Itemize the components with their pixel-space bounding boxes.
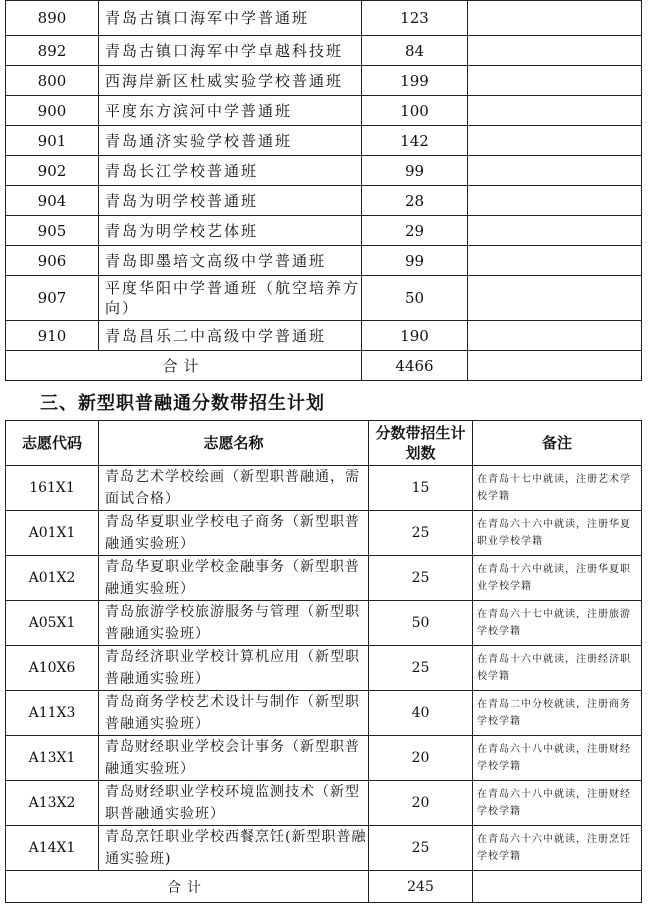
school-name: 青岛长江学校普通班 bbox=[99, 156, 362, 186]
note-cell bbox=[468, 126, 642, 156]
plan-count: 15 bbox=[369, 466, 473, 511]
school-name: 青岛昌乐二中高级中学普通班 bbox=[99, 321, 362, 351]
total-value: 4466 bbox=[362, 351, 468, 381]
total-label: 合计 bbox=[6, 871, 369, 903]
school-code: 905 bbox=[6, 216, 99, 246]
table-header-row bbox=[6, 421, 642, 466]
program-code: A11X3 bbox=[6, 691, 99, 736]
table-row bbox=[6, 276, 642, 321]
program-code: A01X2 bbox=[6, 556, 99, 601]
school-code: 890 bbox=[6, 1, 99, 36]
note-cell bbox=[473, 871, 642, 903]
note-cell bbox=[468, 36, 642, 66]
note-cell: 在青岛六十八中就读，注册财经学校学籍 bbox=[473, 781, 642, 826]
note-cell bbox=[468, 216, 642, 246]
table-row bbox=[6, 601, 642, 646]
plan-count: 20 bbox=[369, 781, 473, 826]
program-name: 青岛烹饪职业学校西餐烹饪(新型职普融通实验班) bbox=[99, 826, 369, 871]
plan-count: 142 bbox=[362, 126, 468, 156]
program-name: 青岛财经职业学校环境监测技术（新型职普融通实验班） bbox=[99, 781, 369, 826]
plan-count: 25 bbox=[369, 511, 473, 556]
note-cell: 在青岛六十八中就读，注册财经学校学籍 bbox=[473, 736, 642, 781]
school-code: 907 bbox=[6, 276, 99, 321]
table-row bbox=[6, 736, 642, 781]
school-code: 902 bbox=[6, 156, 99, 186]
note-cell bbox=[468, 66, 642, 96]
plan-count: 29 bbox=[362, 216, 468, 246]
total-row bbox=[6, 351, 642, 381]
plan-count: 199 bbox=[362, 66, 468, 96]
plan-count: 25 bbox=[369, 556, 473, 601]
program-name: 青岛商务学校艺术设计与制作（新型职普融通实验班） bbox=[99, 691, 369, 736]
school-name: 平度华阳中学普通班（航空培养方向） bbox=[99, 276, 362, 321]
plan-count: 50 bbox=[362, 276, 468, 321]
school-name: 青岛为明学校普通班 bbox=[99, 186, 362, 216]
program-code: A14X1 bbox=[6, 826, 99, 871]
table-row bbox=[6, 826, 642, 871]
table-row bbox=[6, 126, 642, 156]
table-row bbox=[6, 216, 642, 246]
total-row bbox=[6, 871, 642, 903]
table-row bbox=[6, 1, 642, 36]
header-note: 备注 bbox=[473, 421, 642, 466]
table-row bbox=[6, 691, 642, 736]
header-plan-count: 分数带招生计划数 bbox=[369, 421, 473, 466]
school-code: 904 bbox=[6, 186, 99, 216]
header-name: 志愿名称 bbox=[99, 421, 369, 466]
note-cell bbox=[468, 96, 642, 126]
program-name: 青岛华夏职业学校电子商务（新型职普融通实验班） bbox=[99, 511, 369, 556]
table-row bbox=[6, 156, 642, 186]
school-code: 910 bbox=[6, 321, 99, 351]
table-row bbox=[6, 511, 642, 556]
plan-count: 25 bbox=[369, 646, 473, 691]
note-cell bbox=[468, 1, 642, 36]
plan-count: 190 bbox=[362, 321, 468, 351]
note-cell: 在青岛十七中就读，注册艺术学校学籍 bbox=[473, 466, 642, 511]
table-row bbox=[6, 556, 642, 601]
note-cell: 在青岛六十六中就读，注册烹饪学校学籍 bbox=[473, 826, 642, 871]
note-cell: 在青岛二中分校就读，注册商务学校学籍 bbox=[473, 691, 642, 736]
plan-count: 100 bbox=[362, 96, 468, 126]
plan-count: 123 bbox=[362, 1, 468, 36]
note-cell bbox=[468, 276, 642, 321]
school-name: 青岛古镇口海军中学普通班 bbox=[99, 1, 362, 36]
program-name: 青岛华夏职业学校金融事务（新型职普融通实验班） bbox=[99, 556, 369, 601]
plan-count: 20 bbox=[369, 736, 473, 781]
school-code: 800 bbox=[6, 66, 99, 96]
table-row bbox=[6, 186, 642, 216]
total-label: 合计 bbox=[6, 351, 362, 381]
note-cell: 在青岛十六中就读，注册经济职校学籍 bbox=[473, 646, 642, 691]
program-code: A13X1 bbox=[6, 736, 99, 781]
note-cell: 在青岛六十六中就读，注册华夏职业学校学籍 bbox=[473, 511, 642, 556]
program-code: A05X1 bbox=[6, 601, 99, 646]
plan-count: 84 bbox=[362, 36, 468, 66]
program-code: A13X2 bbox=[6, 781, 99, 826]
table-row bbox=[6, 646, 642, 691]
table-row bbox=[6, 781, 642, 826]
enrollment-table-part2 bbox=[5, 0, 642, 381]
plan-count: 99 bbox=[362, 246, 468, 276]
vocational-integration-table bbox=[5, 420, 642, 903]
section-title: 三、新型职普融通分数带招生计划 bbox=[40, 393, 325, 414]
table-row bbox=[6, 66, 642, 96]
note-cell: 在青岛十六中就读，注册华夏职业学校学籍 bbox=[473, 556, 642, 601]
plan-count: 25 bbox=[369, 826, 473, 871]
school-code: 906 bbox=[6, 246, 99, 276]
total-value: 245 bbox=[369, 871, 473, 903]
program-name: 青岛财经职业学校会计事务（新型职普融通实验班） bbox=[99, 736, 369, 781]
school-code: 901 bbox=[6, 126, 99, 156]
table-row bbox=[6, 246, 642, 276]
program-name: 青岛经济职业学校计算机应用（新型职普融通实验班） bbox=[99, 646, 369, 691]
program-name: 青岛艺术学校绘画（新型职普融通，需面试合格） bbox=[99, 466, 369, 511]
note-cell bbox=[468, 246, 642, 276]
school-code: 892 bbox=[6, 36, 99, 66]
table-row bbox=[6, 36, 642, 66]
school-name: 西海岸新区杜威实验学校普通班 bbox=[99, 66, 362, 96]
note-cell: 在青岛六十七中就读，注册旅游学校学籍 bbox=[473, 601, 642, 646]
note-cell bbox=[468, 321, 642, 351]
note-cell bbox=[468, 186, 642, 216]
school-code: 900 bbox=[6, 96, 99, 126]
header-code: 志愿代码 bbox=[6, 421, 99, 466]
plan-count: 50 bbox=[369, 601, 473, 646]
table-row bbox=[6, 96, 642, 126]
school-name: 平度东方滨河中学普通班 bbox=[99, 96, 362, 126]
school-name: 青岛古镇口海军中学卓越科技班 bbox=[99, 36, 362, 66]
table-row bbox=[6, 466, 642, 511]
program-code: A01X1 bbox=[6, 511, 99, 556]
school-name: 青岛为明学校艺体班 bbox=[99, 216, 362, 246]
program-code: A10X6 bbox=[6, 646, 99, 691]
school-name: 青岛通济实验学校普通班 bbox=[99, 126, 362, 156]
program-name: 青岛旅游学校旅游服务与管理（新型职普融通实验班） bbox=[99, 601, 369, 646]
table-row bbox=[6, 321, 642, 351]
note-cell bbox=[468, 156, 642, 186]
plan-count: 99 bbox=[362, 156, 468, 186]
program-code: 161X1 bbox=[6, 466, 99, 511]
school-name: 青岛即墨培文高级中学普通班 bbox=[99, 246, 362, 276]
note-cell bbox=[468, 351, 642, 381]
plan-count: 40 bbox=[369, 691, 473, 736]
plan-count: 28 bbox=[362, 186, 468, 216]
